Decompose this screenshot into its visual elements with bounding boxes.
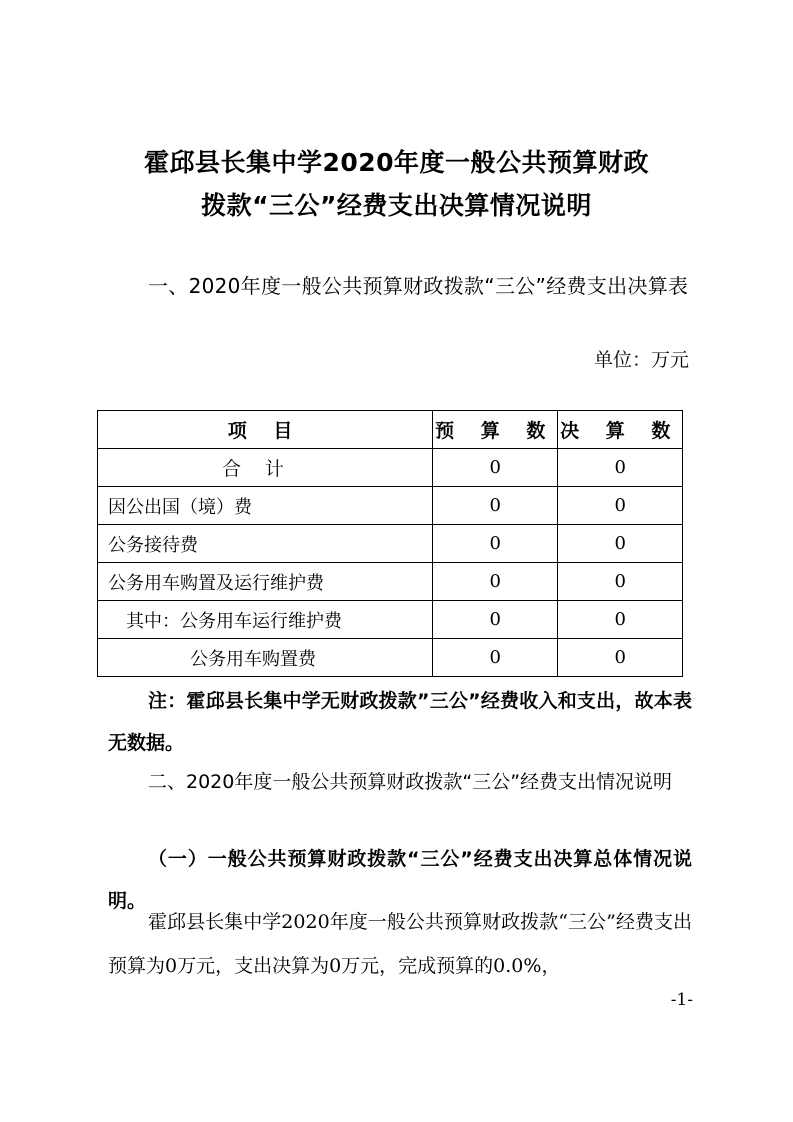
header-item: 项 目 <box>98 411 433 449</box>
subsection1-heading: （一）一般公共预算财政拨款“三公”经费支出决算总体情况说明。 <box>108 848 692 912</box>
section1-heading: 一、2020年度一般公共预算财政拨款“三公”经费支出决算表 <box>148 274 689 298</box>
row-actual-reception: 0 <box>558 525 683 563</box>
header-actual: 决 算 数 <box>558 411 683 449</box>
row-budget-reception: 0 <box>433 525 558 563</box>
document-title-line2: 拨款“三公”经费支出决算情况说明 <box>201 191 592 220</box>
row-budget-overseas: 0 <box>433 487 558 525</box>
row-label-overseas: 因公出国（境）费 <box>98 487 433 525</box>
body-paragraph: 霍邱县长集中学2020年度一般公共预算财政拨款“三公”经费支出预算为0万元，支出决算为0万元，完成预算的0.0%， <box>108 911 692 977</box>
section2-heading: 二、2020年度一般公共预算财政拨款“三公”经费支出情况说明 <box>148 771 673 793</box>
row-label-vehicle: 公务用车购置及运行维护费 <box>98 563 433 601</box>
table-row-vehicle-operation <box>98 601 683 639</box>
row-budget-total: 0 <box>433 449 558 487</box>
row-actual-vehicle-purchase: 0 <box>558 639 683 677</box>
table-row-reception <box>98 525 683 563</box>
table-row-total <box>98 449 683 487</box>
row-budget-vehicle: 0 <box>433 563 558 601</box>
table-row-vehicle-purchase <box>98 639 683 677</box>
table-row-vehicle <box>98 563 683 601</box>
row-actual-total: 0 <box>558 449 683 487</box>
unit-label: 单位：万元 <box>593 349 689 371</box>
row-actual-vehicle-operation: 0 <box>558 601 683 639</box>
row-label-total: 合计 <box>98 449 433 487</box>
row-label-vehicle-purchase: 公务用车购置费 <box>98 639 433 677</box>
row-label-reception: 公务接待费 <box>98 525 433 563</box>
row-budget-vehicle-purchase: 0 <box>433 639 558 677</box>
row-budget-vehicle-operation: 0 <box>433 601 558 639</box>
table-row-overseas <box>98 487 683 525</box>
three-public-expenses-table <box>97 410 683 677</box>
row-actual-vehicle: 0 <box>558 563 683 601</box>
page-number: -1- <box>670 990 693 1010</box>
row-label-vehicle-operation: 其中：公务用车运行维护费 <box>98 601 433 639</box>
row-actual-overseas: 0 <box>558 487 683 525</box>
document-title-line1: 霍邱县长集中学2020年度一般公共预算财政 <box>143 148 650 177</box>
table-header-row <box>98 411 683 449</box>
header-budget: 预 算 数 <box>433 411 558 449</box>
table-note: 注：霍邱县长集中学无财政拨款”三公”经费收入和支出，故本表无数据。 <box>108 690 692 754</box>
